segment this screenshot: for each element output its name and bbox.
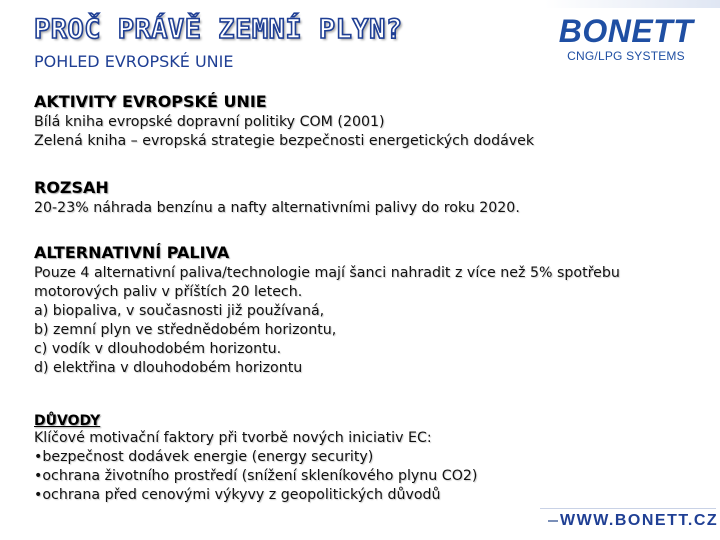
logo-decor-bar (545, 0, 720, 8)
text-line: Klíčové motivační faktory při tvorbě nových iniciativ EC: (34, 430, 432, 446)
logo-tagline: CNG/LPG SYSTEMS (567, 49, 685, 63)
section-reasons (34, 413, 477, 505)
section-heading: ALTERNATIVNÍ PALIVA (34, 243, 230, 262)
section-heading: ROZSAH (34, 178, 109, 197)
bonett-logo (556, 14, 696, 66)
section-heading: AKTIVITY EVROPSKÉ UNIE (34, 92, 267, 111)
list-item: a) biopaliva, v současnosti již používaná, (34, 303, 325, 319)
footer-rule (548, 520, 558, 522)
list-item: •ochrana životního prostředí (snížení skleníkového plynu CO2) (34, 468, 478, 484)
section-scope (34, 178, 520, 218)
list-item: c) vodík v dlouhodobém horizontu. (34, 341, 282, 357)
text-line: Pouze 4 alternativní paliva/technologie mají šanci nahradit z více než 5% spotřebu (34, 265, 620, 281)
list-item: •ochrana před cenovými výkyvy z geopolitických důvodů (34, 487, 441, 503)
text-line: Zelená kniha – evropská strategie bezpečnosti energetických dodávek (34, 133, 535, 149)
footer-url[interactable]: WWW.BONETT.CZ (560, 512, 719, 529)
logo-brand: BONETT (558, 13, 694, 49)
section-alternative-fuels (34, 243, 620, 378)
section-heading: DŮVODY (34, 413, 101, 429)
text-line: Bílá kniha evropské dopravní politiky COM (2001) (34, 114, 385, 130)
list-item: d) elektřina v dlouhodobém horizontu (34, 360, 303, 376)
footer-divider (540, 508, 716, 509)
list-item: •bezpečnost dodávek energie (energy security) (34, 449, 374, 465)
text-line: 20-23% náhrada benzínu a nafty alternativními palivy do roku 2020. (34, 200, 520, 216)
page-title: PROČ PRÁVĚ ZEMNÍ PLYN? (34, 14, 403, 45)
section-eu-activities (34, 92, 534, 151)
list-item: b) zemní plyn ve střednědobém horizontu, (34, 322, 337, 338)
page-subtitle: POHLED EVROPSKÉ UNIE (34, 52, 234, 71)
text-line: motorových paliv v příštích 20 letech. (34, 284, 303, 300)
